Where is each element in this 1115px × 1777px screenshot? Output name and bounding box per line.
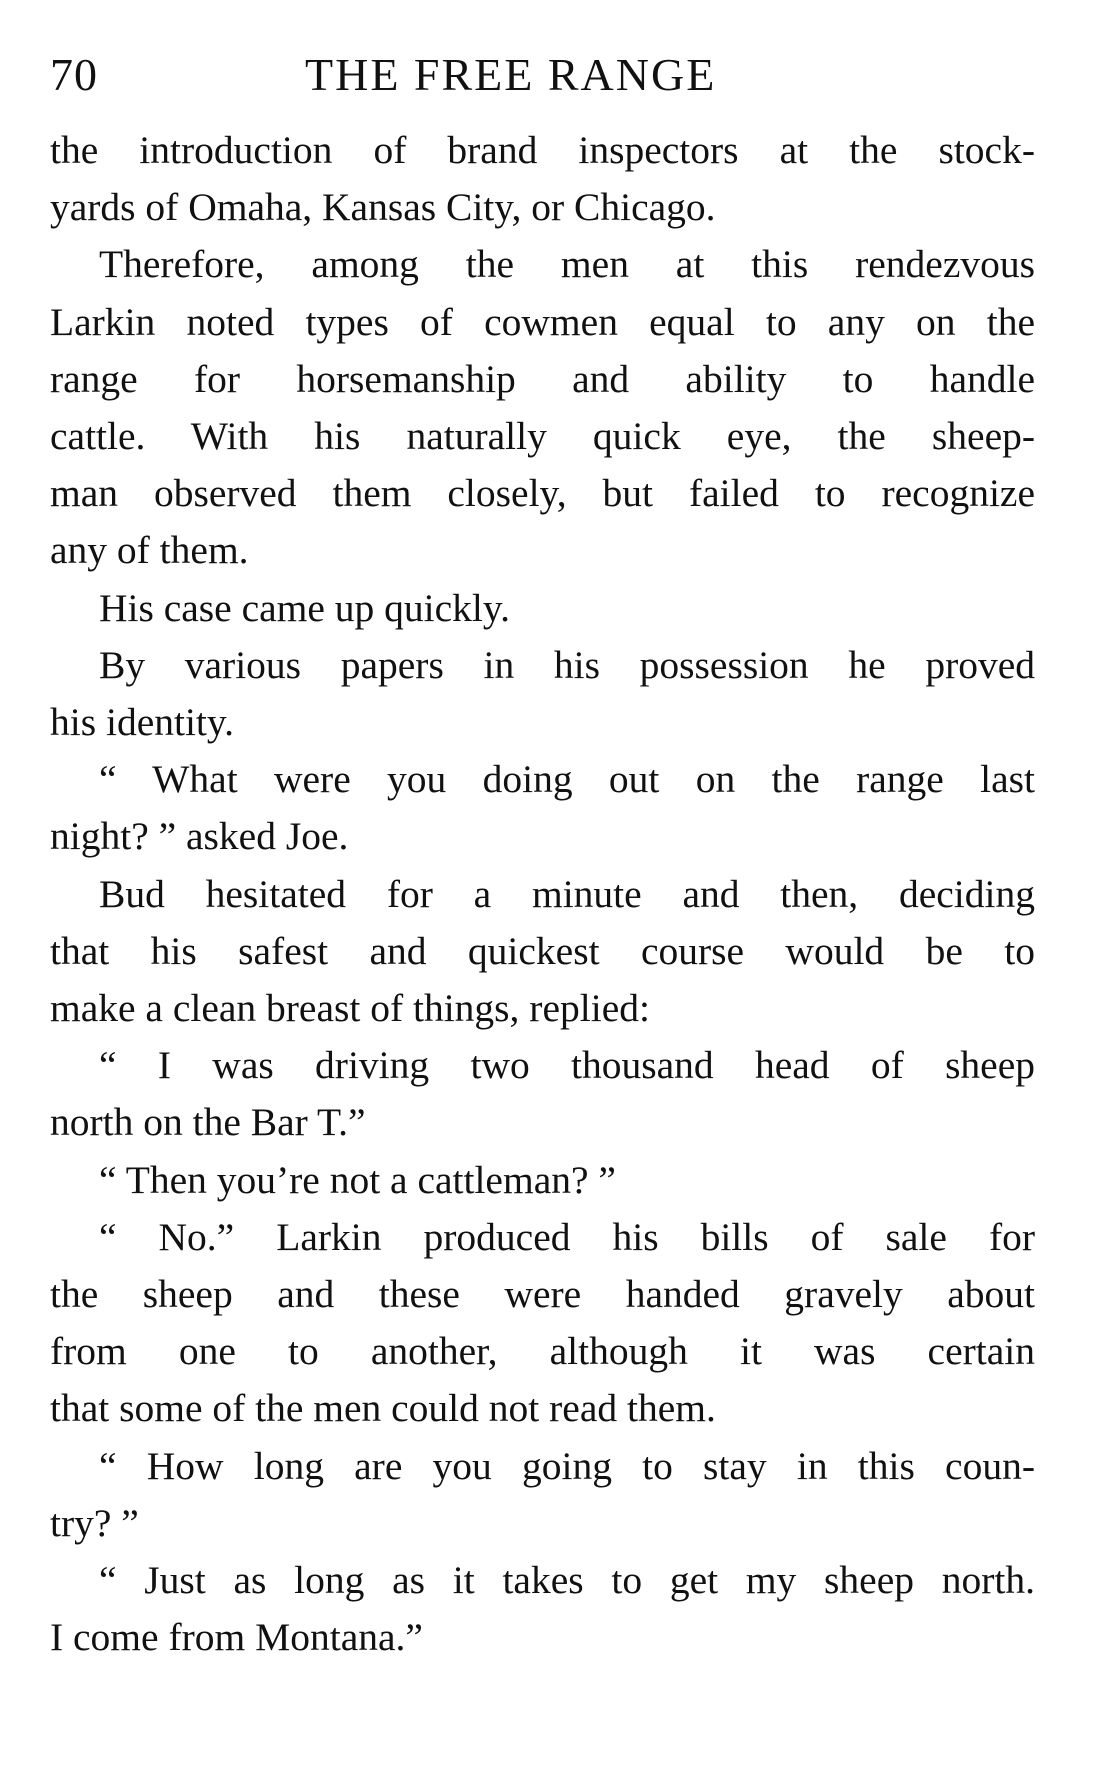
text-line: his identity.: [50, 700, 234, 745]
text-line: north on the Bar T.”: [50, 1100, 366, 1145]
text-line: the introduction of brand inspectors at the stock-: [50, 128, 1035, 172]
text-line: cattle. With his naturally quick eye, the sheep-: [50, 414, 1035, 459]
text-line: By various papers in his possession he proved: [99, 642, 1035, 687]
page-header: [50, 40, 1035, 110]
text-line: Larkin noted types of cowmen equal to any on the: [50, 299, 1035, 344]
paragraph: [50, 1037, 1035, 1151]
body-text: [50, 122, 1035, 1666]
text-line: any of them.: [50, 528, 249, 573]
text-line: that his safest and quickest course would be to: [50, 928, 1035, 973]
paragraph: [50, 1438, 1035, 1552]
book-page: [50, 40, 1035, 1666]
text-line: make a clean breast of things, replied:: [50, 986, 650, 1031]
text-line: the sheep and these were handed gravely about: [50, 1272, 1035, 1317]
text-line: “ What were you doing out on the range last: [99, 757, 1035, 802]
text-line: yards of Omaha, Kansas City, or Chicago.: [50, 185, 716, 230]
text-line: “ How long are you going to stay in this coun-: [99, 1443, 1035, 1488]
paragraph: [50, 236, 1035, 579]
paragraph: [50, 1152, 1035, 1209]
text-line: range for horsemanship and ability to handle: [50, 356, 1035, 401]
text-line: I come from Montana.”: [50, 1615, 423, 1660]
text-line: “ Just as long as it takes to get my sheep north.: [99, 1558, 1035, 1603]
paragraph: [50, 580, 1035, 637]
text-line: man observed them closely, but failed to recognize: [50, 471, 1035, 516]
text-line: from one to another, although it was certain: [50, 1329, 1035, 1374]
paragraph: [50, 866, 1035, 1038]
text-line: try? ”: [50, 1500, 139, 1545]
paragraph: [50, 122, 1035, 236]
paragraph: [50, 751, 1035, 865]
text-line: His case came up quickly.: [99, 585, 510, 630]
text-line: that some of the men could not read them.: [50, 1386, 716, 1431]
running-head: THE FREE RANGE: [305, 49, 717, 100]
text-line: night? ” asked Joe.: [50, 814, 349, 859]
text-line: Bud hesitated for a minute and then, deciding: [99, 871, 1035, 916]
text-line: Therefore, among the men at this rendezvous: [99, 242, 1035, 287]
text-line: “ No.” Larkin produced his bills of sale for: [99, 1214, 1035, 1259]
paragraph: [50, 637, 1035, 751]
paragraph: [50, 1552, 1035, 1666]
text-line: “ Then you’re not a cattleman? ”: [99, 1157, 616, 1202]
paragraph: [50, 1209, 1035, 1438]
text-line: “ I was driving two thousand head of sheep: [99, 1043, 1035, 1088]
page-number: 70: [50, 49, 98, 100]
